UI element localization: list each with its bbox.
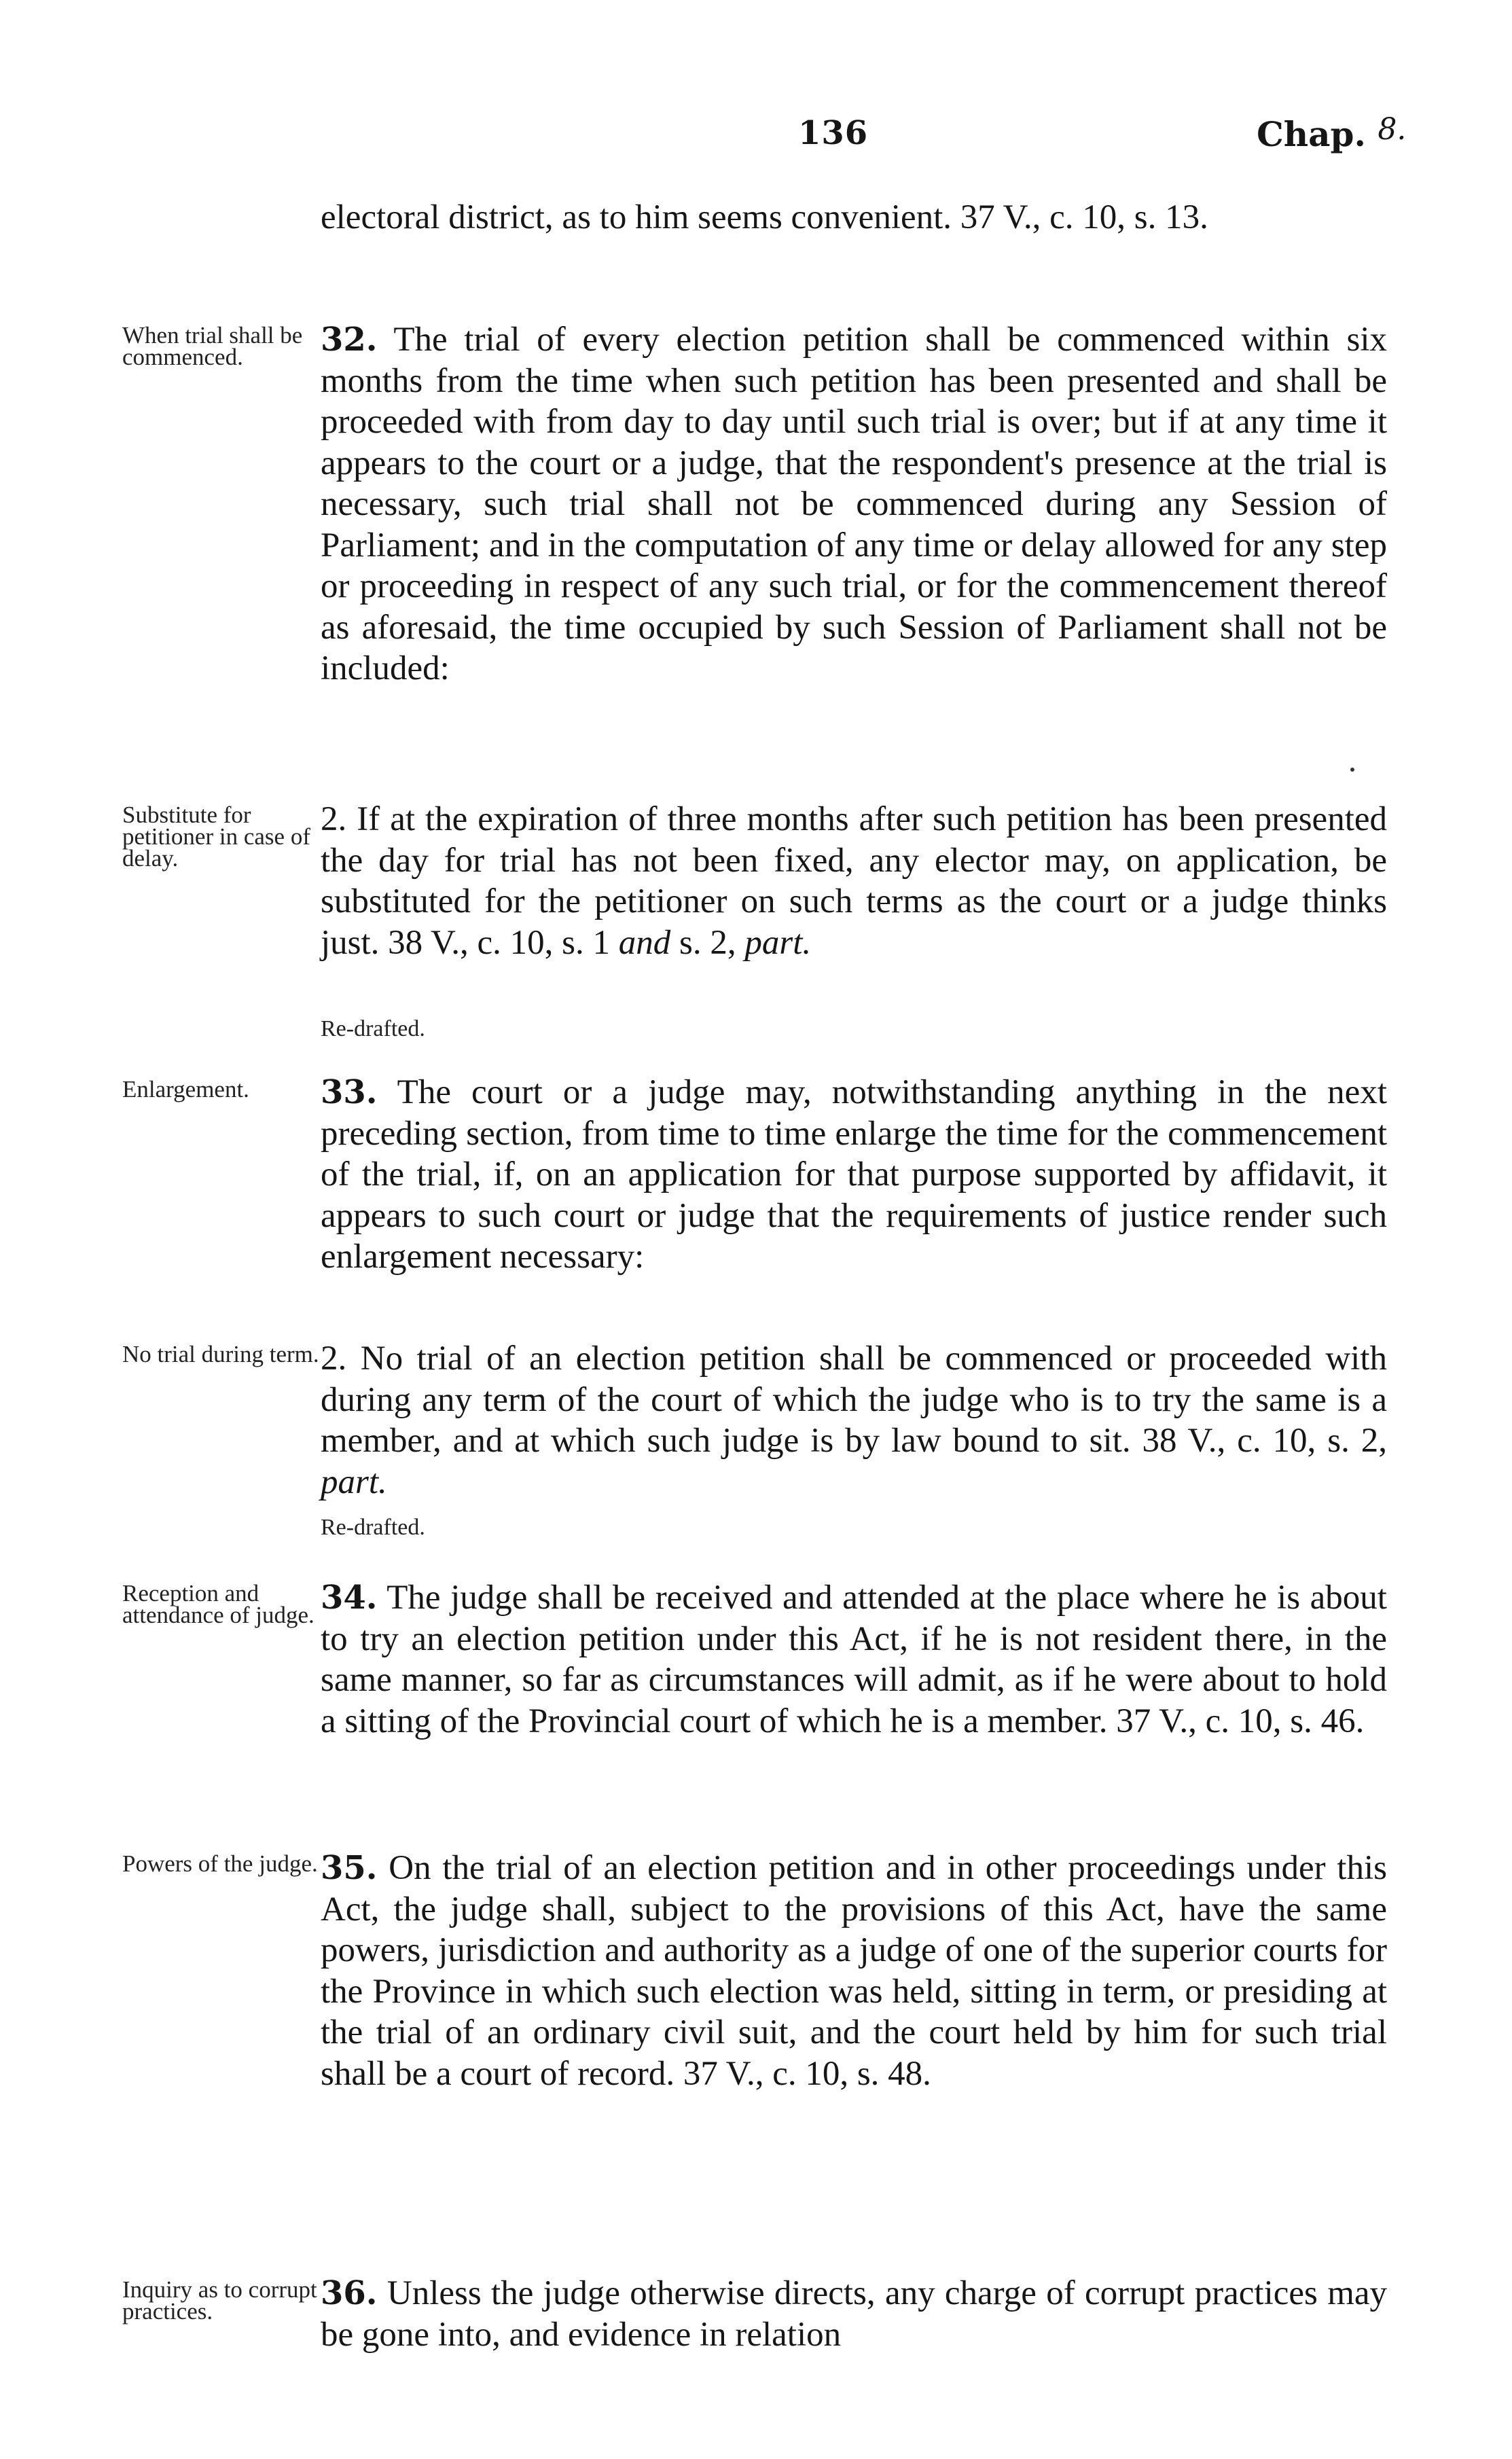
section-number: 33.: [321, 1073, 378, 1111]
chapter-number: 8.: [1378, 112, 1407, 147]
margin-note-reception: Reception and attendance of judge.: [122, 1580, 314, 1628]
redrafted-note: Re-drafted.: [321, 1515, 425, 1540]
section-35: [321, 1848, 1387, 2094]
margin-note-no-trial: No trial during term.: [122, 1341, 319, 1367]
section-text: On the trial of an election petition and in other proceedings under this Act, the judge shall, subject to the provisions of this Act, have the same powers, jurisdiction and authority as a judge of one of the superior courts for the Province in which such election was held, sitting in term, or presiding at the trial of an ordinary civil suit, and the court held by him for such trial shall be a court of record. 37 V., c. 10, s. 48.: [321, 1849, 1387, 2093]
page-number: 136: [798, 114, 869, 152]
section-text: Unless the judge otherwise directs, any charge of corrupt practices may be gone into, and evidence in relation: [321, 2274, 1388, 2354]
margin-note-substitute: Substitute for petitioner in case of delay.: [122, 802, 310, 872]
continuation-text-content: electoral district, as to him seems convenient. 37 V., c. 10, s. 13.: [321, 198, 1208, 236]
citation-and: and: [618, 923, 671, 962]
section-34: [321, 1577, 1387, 1742]
section-number: 32.: [321, 321, 378, 359]
section-33: [321, 1072, 1387, 1278]
margin-note-when-trial: When trial shall be commenced.: [122, 322, 303, 370]
section-number: 36.: [321, 2274, 378, 2312]
section-number: 34.: [321, 1579, 378, 1617]
section-text: The judge shall be received and attended at the place where he is about to try an election petition under this Act, if he is not resident there, in the same manner, so far as circumstances will admit, as if he were about to hold a sitting of the Provincial court of which he is a member. 37 V., c. 10, s. 46.: [321, 1579, 1387, 1740]
citation-section: s. 2,: [679, 923, 736, 962]
page-header: [0, 114, 1512, 168]
continuation-text: [321, 197, 1387, 238]
section-text: The trial of every election petition shall be commenced within six months from the time when such petition has been presented and shall be proceeded with from day to day until such trial is over; but if at any time it appears to the court or a judge, that the respondent's presence at the trial is necessary, such trial shall not be commenced during any Session of Parliament; and in the computation of any time or delay allowed for any step or proceeding in respect of any such trial, or for the commencement thereof as aforesaid, the time occupied by such Session of Parliament shall not be included:: [321, 321, 1387, 687]
section-33-2: [321, 1338, 1387, 1503]
section-32: [321, 319, 1387, 689]
section-36: [321, 2273, 1387, 2355]
speck: [1350, 768, 1354, 772]
section-text: The court or a judge may, notwithstanding anything in the next preceding section, from time to time enlarge the time for the commencement of the trial, if, on an application for that purpose supported by affidavit, it appears to such court or judge that the requirements of justice render such enlargement necessary:: [321, 1073, 1387, 1276]
citation-part: part.: [321, 1462, 387, 1501]
chapter-heading: [1257, 114, 1406, 154]
margin-note-enlargement: Enlargement.: [122, 1076, 249, 1102]
chapter-label: Chap.: [1257, 114, 1366, 154]
margin-note-powers: Powers of the judge.: [122, 1850, 318, 1877]
section-text: 2. If at the expiration of three months after such petition has been presented the day for trial has not been fixed, any elector may, on application, be substituted for the petitioner on such terms as the court or a judge thinks just. 38 V., c. 10, s. 1: [321, 800, 1387, 962]
redrafted-note: Re-drafted.: [321, 1016, 425, 1041]
section-32-2: [321, 799, 1387, 963]
margin-note-inquiry: Inquiry as to corrupt practices.: [122, 2276, 317, 2325]
section-number: 35.: [321, 1849, 378, 1887]
section-text: 2. No trial of an election petition shall be commenced or proceeded with during any term of the court of which the judge who is to try the same is a member, and at which such judge is by law bound to sit. 38 V., c. 10, s. 2,: [321, 1340, 1387, 1460]
citation-part: part.: [744, 923, 812, 962]
